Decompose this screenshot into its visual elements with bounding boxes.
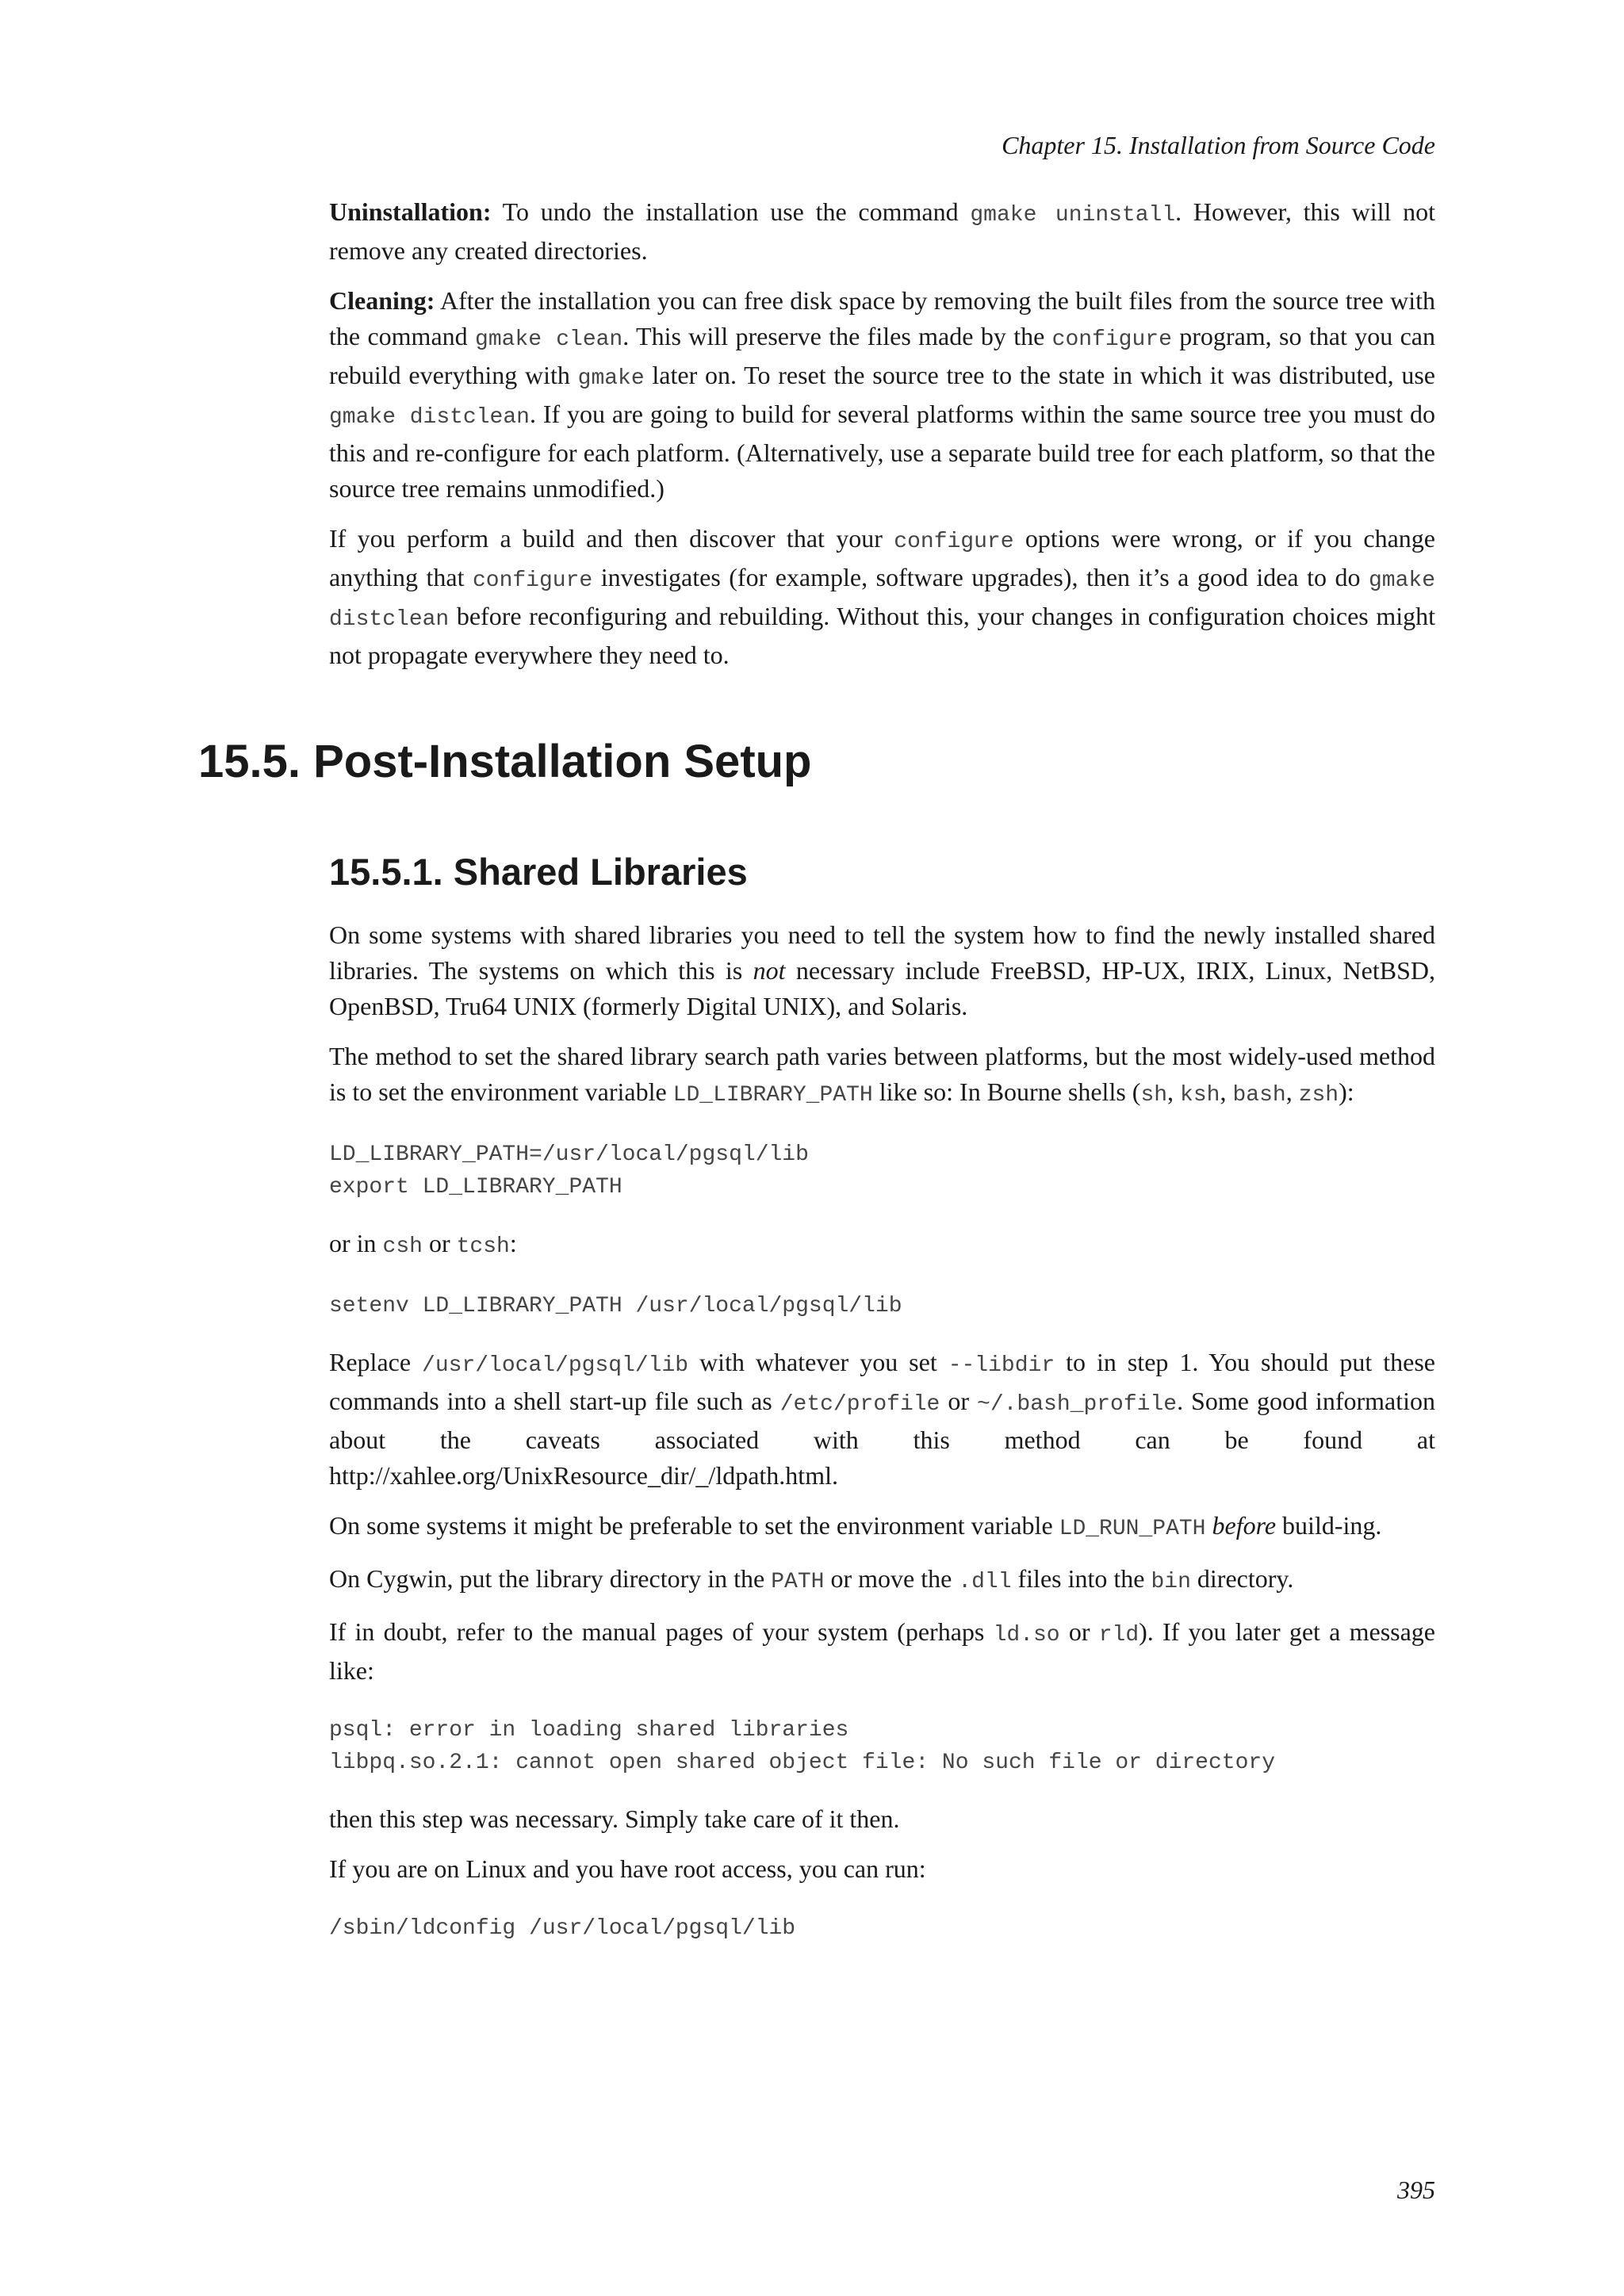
inline-code: --libdir	[948, 1353, 1055, 1378]
inline-code: PATH	[771, 1570, 825, 1594]
inline-code: ~/.bash_profile	[977, 1392, 1178, 1417]
replace-paragraph: Replace /usr/local/pgsql/lib with whatever you set --libdir to in step 1. You should put these commands into a shell start-up file such as /etc/profile or ~/.bash_profile. Some good information about the caveats associated with this method can be found at http://xahlee.org/UnixResource_dir/_/ldpath.html.	[329, 1348, 1436, 1490]
inline-code: sh	[1140, 1083, 1168, 1108]
uninstallation-label: Uninstallation:	[329, 197, 492, 226]
csh-paragraph: or in csh or tcsh:	[329, 1229, 517, 1259]
cleaning-paragraph: Cleaning: After the installation you can free disk space by removing the built files from the source tree with the command gmake clean. This will preserve the files made by the configure program, so that you can rebuild everything with gmake later on. To reset the source tree to the state in which it was distributed, use gmake distclean. If you are going to build for several platforms within the same source tree you must do this and re-configure for each platform. (Alternatively, use a separate build tree for each platform, so that the source tree remains unmodified.)	[329, 286, 1436, 503]
section-title: 15.5. Post-Installation Setup	[198, 736, 812, 787]
inline-code: gmake uninstall	[970, 203, 1176, 228]
inline-code: gmake distclean	[329, 405, 530, 430]
shared-libraries-body	[329, 917, 1435, 1945]
inline-code: LD_LIBRARY_PATH	[672, 1083, 873, 1108]
linux-paragraph: If you are on Linux and you have root access, you can run:	[329, 1854, 926, 1883]
inline-code: configure	[894, 530, 1014, 554]
method-paragraph: The method to set the shared library search path varies between platforms, but the most widely-used method is to set the environment variable LD_LIBRARY_PATH like so: In Bourne shells (sh, ksh, bash, zsh):	[329, 1042, 1435, 1108]
systems-paragraph: On some systems with shared libraries you need to tell the system how to find the newly installed shared libraries. The systems on which this is not necessary include FreeBSD, HP-UX, IRIX, Linux, NetBSD, OpenBSD, Tru64 UNIX (formerly Digital UNIX), and Solaris.	[329, 920, 1436, 1020]
running-head: Chapter 15. Installation from Source Code	[1002, 131, 1435, 159]
emphasis: before	[1212, 1511, 1277, 1540]
inline-code: bash	[1232, 1083, 1286, 1108]
code-block-bourne: LD_LIBRARY_PATH=/usr/local/pgsql/lib export LD_LIBRARY_PATH	[329, 1142, 809, 1200]
code-block-csh: setenv LD_LIBRARY_PATH /usr/local/pgsql/lib	[329, 1294, 902, 1318]
inline-code: .dll	[958, 1570, 1012, 1594]
inline-code: tcsh	[456, 1234, 510, 1259]
code-block-ldconfig: /sbin/ldconfig /usr/local/pgsql/lib	[329, 1916, 796, 1941]
runpath-paragraph: On some systems it might be preferable to set the environment variable LD_RUN_PATH before build-ing.	[329, 1511, 1382, 1541]
inline-code: /usr/local/pgsql/lib	[422, 1353, 689, 1378]
code-block-error: psql: error in loading shared libraries libpq.so.2.1: cannot open shared object file: No such file or directory	[329, 1718, 1275, 1775]
emphasis: not	[753, 956, 786, 985]
inline-code: zsh	[1298, 1083, 1339, 1108]
inline-code: gmake	[577, 366, 645, 391]
inline-code: /etc/profile	[779, 1392, 940, 1417]
reconfigure-paragraph: If you perform a build and then discover that your configure options were wrong, or if you change anything that configure investigates (for example, software upgrades), then it’s a good idea to do gmake distclean before reconfiguring and rebuilding. Without this, your changes in configuration choices might not propagate everywhere they need to.	[329, 524, 1436, 669]
inline-code: gmake distclean	[329, 568, 1436, 632]
intro-block	[329, 194, 1435, 673]
inline-code: csh	[382, 1234, 423, 1259]
page-number: 395	[1397, 2175, 1435, 2204]
inline-code: LD_RUN_PATH	[1059, 1517, 1206, 1541]
inline-code: bin	[1151, 1570, 1191, 1594]
inline-code: gmake clean	[475, 327, 623, 352]
inline-code: rld	[1098, 1623, 1139, 1647]
doubt-paragraph: If in doubt, refer to the manual pages of your system (perhaps ld.so or rld). If you later get a message like:	[329, 1617, 1436, 1685]
inline-code: ld.so	[993, 1623, 1060, 1647]
inline-code: configure	[472, 568, 593, 593]
inline-code: ksh	[1180, 1083, 1220, 1108]
inline-code: configure	[1051, 327, 1172, 352]
cygwin-paragraph: On Cygwin, put the library directory in the PATH or move the .dll files into the bin directory.	[329, 1564, 1294, 1594]
subsection-title: 15.5.1. Shared Libraries	[329, 851, 748, 893]
cleaning-label: Cleaning:	[329, 286, 435, 315]
then-paragraph: then this step was necessary. Simply take care of it then.	[329, 1804, 900, 1833]
uninstallation-paragraph: Uninstallation: To undo the installation use the command gmake uninstall. However, this will not remove any created directories.	[329, 197, 1435, 265]
